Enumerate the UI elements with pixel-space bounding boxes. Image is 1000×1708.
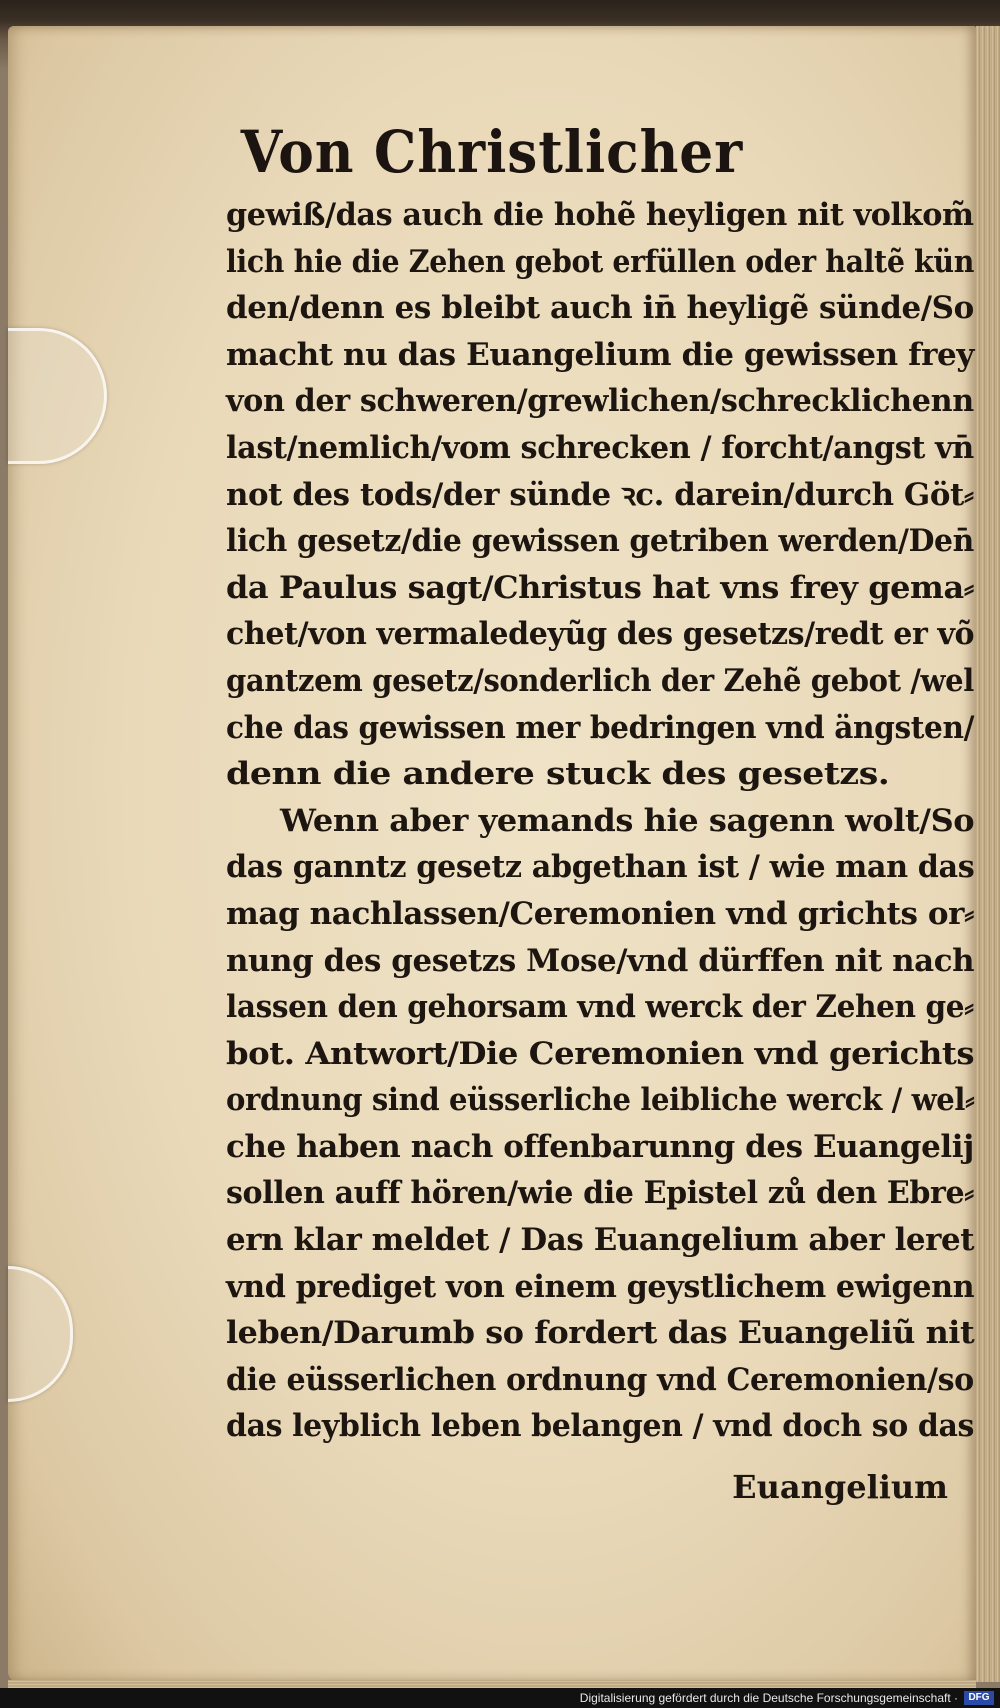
text-line: da Paulus sagt/Christus hat vns frey gema⸗ [226,569,974,606]
catchword: Euangelium [732,1468,948,1506]
text-line: den/denn es bleibt auch in̄ heyligẽ sünde/So [226,290,974,327]
text-line: sollen auff hören/wie die Epistel zů den Ebre⸗ [226,1175,974,1212]
text-line: die eüsserlichen ordnung vnd Ceremonien/so [226,1361,974,1398]
text-line: leben/Darumb so fordert das Euangeliũ nit [226,1315,975,1352]
text-line: das ganntz gesetz abgethan ist / wie man das [226,849,975,886]
text-line: lich gesetz/die gewissen getriben werden/Den̄ [226,523,974,560]
page-clip-bottom [8,1266,73,1402]
text-line: che haben nach offenbarunng des Euangelij [226,1128,974,1165]
text-line: ern klar meldet / Das Euangelium aber leret [226,1222,975,1259]
book-page [8,26,976,1682]
dfg-logo: DFG [964,1691,994,1705]
text-line: gantzem gesetz/sonderlich der Zehẽ gebot /wel [226,662,974,699]
text-line: chet/von vermaledeyũg des gesetzs/redt er võ [226,616,975,653]
text-line: not des tods/der sünde ꝛc. darein/durch Göt⸗ [226,476,974,513]
text-line: gewiß/das auch die hohẽ heyligen nit volkom̃ [226,197,974,233]
text-line: von der schweren/grewlichen/schrecklichenn [226,383,974,420]
text-line: last/nemlich/vom schrecken / forcht/angst vn̄ [226,429,974,466]
body-text [226,192,986,1450]
text-line: vnd prediget von einem geystlichem ewigenn [226,1268,975,1305]
text-line: che das gewissen mer bedringen vnd ängsten/ [226,709,975,746]
text-line: macht nu das Euangelium die gewissen frey [226,336,974,373]
funding-credit: Digitalisierung gefördert durch die Deutsche Forschungsgemeinschaft · [579,1691,958,1705]
text-line: bot. Antwort/Die Ceremonien vnd gerichts [226,1035,975,1072]
text-line: das leyblich leben belangen / vnd doch so das [226,1408,975,1445]
text-line: nung des gesetzs Mose/vnd dürffen nit nach [226,942,975,979]
page-stack-edge [976,26,1000,1682]
text-line: lich hie die Zehen gebot erfüllen oder haltẽ kün [226,243,974,280]
text-line: mag nachlassen/Ceremonien vnd grichts or⸗ [226,895,975,932]
page-bottom-edge [8,1680,976,1688]
text-line: denn die andere stuck des gesetzs. [226,756,890,793]
running-head: Von Christlicher [240,118,744,186]
text-line: ordnung sind eüsserliche leibliche werck / wel⸗ [226,1082,975,1119]
paragraph-start-line: Wenn aber yemands hie sagenn wolt/So [280,802,975,839]
page-clip-top [8,328,107,464]
text-line: lassen den gehorsam vnd werck der Zehen ge⸗ [226,989,974,1026]
